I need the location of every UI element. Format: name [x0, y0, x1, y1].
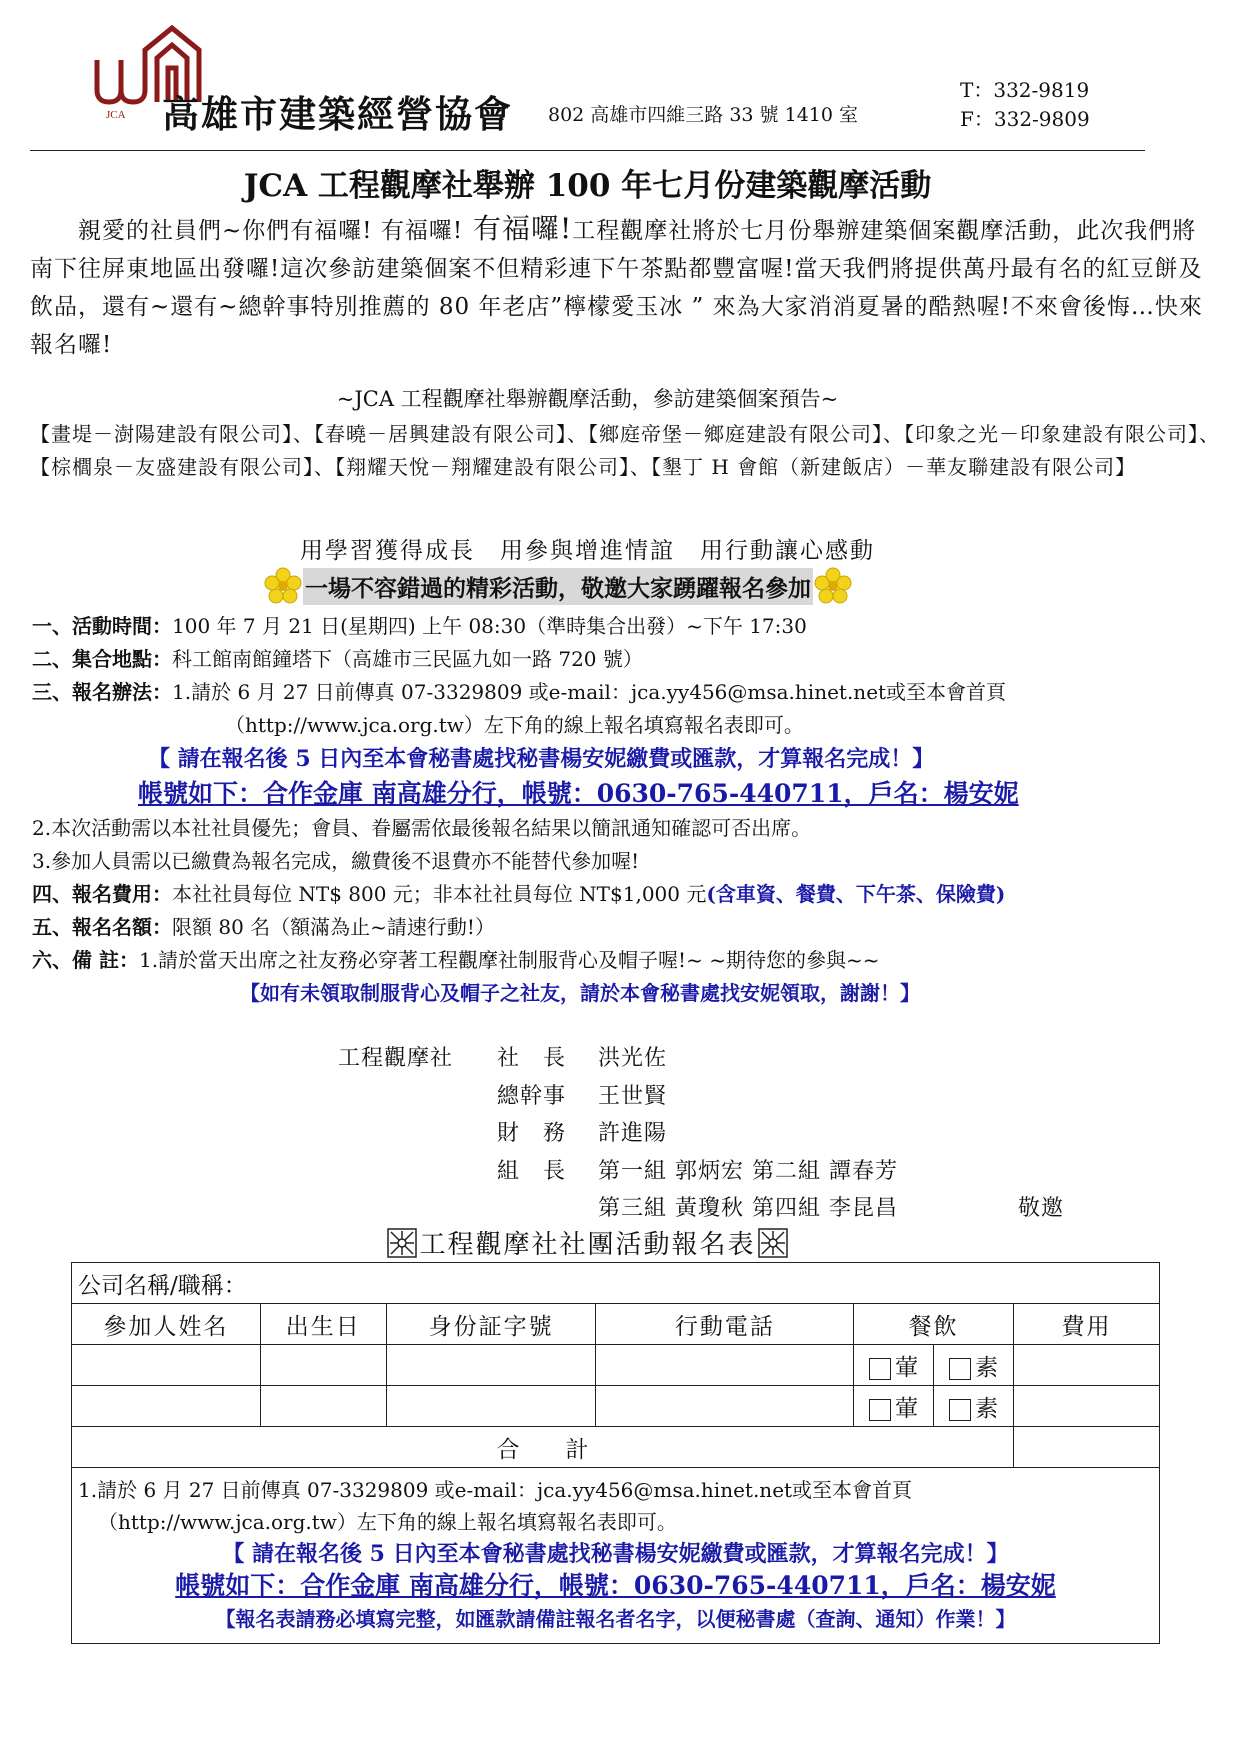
id-number-cell[interactable] [386, 1386, 596, 1427]
project-list: 【畫堤－澍陽建設有限公司】、【春曉－居興建設有限公司】、【鄉庭帝堡－鄉庭建設有限公司】、【印象之光－印象建設有限公司】、【棕櫚泉－友盛建設有限公司】、【翔耀天悅－翔耀建設有限公司】、【墾丁 H 會館（新建飯店）－華友聯建設有限公司】 [30, 422, 1220, 479]
mobile-cell[interactable] [596, 1386, 854, 1427]
intro-part1: 親愛的社員們~你們有福囉! 有福囉! [78, 218, 464, 244]
signatory-title-2: 總幹事 [497, 1084, 567, 1109]
meal-veg-option[interactable] [934, 1386, 1014, 1427]
ornament-icon [758, 1228, 788, 1258]
meat-label: 葷 [895, 1354, 919, 1381]
birthdate-cell[interactable] [260, 1386, 386, 1427]
table-row [72, 1386, 1160, 1427]
org-contact [960, 76, 1090, 134]
ornament-icon [387, 1228, 417, 1258]
form-payment-notice: 【 請在報名後 5 日內至本會秘書處找秘書楊安妮繳費或匯款，才算報名完成！】 [222, 1541, 1009, 1567]
registration-quota-label: 五、報名名額： [32, 915, 172, 939]
form-bank-account: 帳號如下：合作金庫 南高雄分行，帳號：0630-765-440711，戶名：楊安妮 [175, 1571, 1056, 1600]
signatory-name-3: 許進陽 [598, 1121, 668, 1146]
registration-fee [32, 878, 1005, 907]
meeting-place-label: 二、集合地點： [32, 647, 172, 671]
bank-account: 帳號如下：合作金庫 南高雄分行，帳號：0630-765-440711，戶名：楊安妮 [138, 779, 1019, 808]
form-title-text: 工程觀摩社社團活動報名表 [419, 1230, 756, 1260]
veg-label: 素 [975, 1354, 999, 1381]
name-cell[interactable] [72, 1345, 261, 1386]
remarks [32, 944, 879, 973]
fee-cell[interactable] [1014, 1345, 1160, 1386]
motto: 用學習獲得成長 用參與增進情誼 用行動讓心感動 [300, 538, 875, 564]
signatory-group: 工程觀摩社 [338, 1046, 454, 1071]
registration-method-1b: （http://www.jca.org.tw）左下角的線上報名填寫報名表即可。 [225, 713, 804, 737]
birthdate-cell[interactable] [260, 1345, 386, 1386]
flower-icon [813, 566, 853, 606]
veg-checkbox[interactable] [949, 1358, 971, 1380]
org-address: 802 高雄市四維三路 33 號 1410 室 [548, 104, 858, 126]
id-number-cell[interactable] [386, 1345, 596, 1386]
company-label: 公司名稱/職稱： [78, 1272, 247, 1299]
signatory-title-4: 組 長 [497, 1159, 567, 1184]
header-name: 參加人姓名 [72, 1304, 261, 1345]
closing-remark: 敬邀 [1018, 1196, 1065, 1221]
registration-quota-value: 限額 80 名（額滿為止~請速行動!） [172, 915, 495, 939]
form-completion-notice: 【報名表請務必填寫完整，如匯款請備註報名者名字，以便秘書處（查詢、通知）作業！】 [215, 1607, 1016, 1631]
uniform-notice: 【如有未領取制服背心及帽子之社友，請於本會秘書處找安妮領取，謝謝！】 [240, 981, 920, 1005]
fee-cell[interactable] [1014, 1386, 1160, 1427]
header-meal: 餐飲 [854, 1304, 1014, 1345]
org-fax: F：332-9809 [960, 107, 1090, 131]
flower-icon [263, 566, 303, 606]
org-name: 高雄市建築經營協會 [162, 92, 513, 136]
table-header-row [72, 1304, 1160, 1345]
registration-fee-label: 四、報名費用： [32, 882, 172, 906]
registration-form-table [71, 1262, 1160, 1644]
mobile-cell[interactable] [596, 1345, 854, 1386]
signatory-names-5: 第三組 黃瓊秋 第四組 李昆昌 [598, 1196, 898, 1221]
meal-meat-option[interactable] [854, 1386, 934, 1427]
meat-label: 葷 [895, 1395, 919, 1422]
form-notes [72, 1468, 1160, 1644]
signatory-name-2: 王世賢 [598, 1084, 668, 1109]
form-title [30, 1224, 1145, 1261]
name-cell[interactable] [72, 1386, 261, 1427]
signatory-names-4: 第一組 郭炳宏 第二組 譚春芳 [598, 1159, 898, 1184]
payment-notice: 【 請在報名後 5 日內至本會秘書處找秘書楊安妮繳費或匯款，才算報名完成！】 [148, 746, 935, 772]
intro-part2: 工程觀摩社將於七月份舉辦建築個案觀摩活動，此次我們將南下往屏東地區出發囉!這次參訪建築個案不但精彩連下午茶點都豐富喔!當天我們將提供萬丹最有名的紅豆餅及飲品，還有~還有~總幹事特別推薦的 80 年老店”檸檬愛玉冰 ” 來為大家消消夏暑的酷熱喔!不來會後悔…快來報名囉! [30, 218, 1203, 358]
event-time [32, 610, 807, 639]
meal-meat-option[interactable] [854, 1345, 934, 1386]
intro-emphasis: 有福囉! [463, 212, 573, 245]
header-mobile: 行動電話 [596, 1304, 854, 1345]
remarks-label: 六、備 註： [32, 948, 139, 972]
registration-method-3: 3.參加人員需以已繳費為報名完成，繳費後不退費亦不能替代參加喔! [32, 849, 640, 873]
event-time-label: 一、活動時間： [32, 614, 172, 638]
signatory-name-1: 洪光佐 [598, 1046, 668, 1071]
meat-checkbox[interactable] [869, 1399, 891, 1421]
registration-fee-value: 本社社員每位 NT$ 800 元；非本社社員每位 NT$1,000 元 [172, 882, 707, 906]
table-row [72, 1345, 1160, 1386]
signatory-title-1: 社 長 [497, 1046, 567, 1071]
preview-title: ~JCA 工程觀摩社舉辦觀摩活動，參訪建築個案預告~ [336, 387, 839, 411]
meeting-place-value: 科工館南館鐘塔下（高雄市三民區九如一路 720 號） [172, 647, 643, 671]
veg-checkbox[interactable] [949, 1399, 971, 1421]
header-divider [30, 150, 1145, 151]
registration-method-1a: 1.請於 6 月 27 日前傳真 07-3329809 或e-mail：jca.yy456@msa.hinet.net或至本會首頁 [172, 680, 1007, 704]
meal-veg-option[interactable] [934, 1345, 1014, 1386]
total-label: 合 計 [72, 1427, 1014, 1468]
header-birthdate: 出生日 [260, 1304, 386, 1345]
registration-method-label: 三、報名辦法： [32, 680, 172, 704]
org-phone: T：332-9819 [960, 78, 1090, 102]
registration-method [32, 676, 1006, 705]
header-fee: 費用 [1014, 1304, 1160, 1345]
intro-paragraph [30, 210, 1220, 364]
event-time-value: 100 年 7 月 21 日(星期四) 上午 08:30（準時集合出發）~下午 17:30 [172, 614, 807, 638]
meat-checkbox[interactable] [869, 1358, 891, 1380]
fee-includes: (含車資、餐費、下午茶、保險費) [706, 882, 1006, 906]
invitation-banner [263, 566, 853, 606]
banner-text: 一場不容錯過的精彩活動，敬邀大家踴躍報名參加 [303, 568, 813, 605]
remarks-value: 1.請於當天出席之社友務必穿著工程觀摩社制服背心及帽子喔!~ ~期待您的參與~~ [138, 948, 880, 972]
form-note-1: 1.請於 6 月 27 日前傳真 07-3329809 或e-mail：jca.yy456@msa.hinet.net或至本會首頁 [78, 1478, 913, 1502]
total-fee-cell[interactable] [1014, 1427, 1160, 1468]
header-id-number: 身份証字號 [386, 1304, 596, 1345]
company-field[interactable] [72, 1263, 1160, 1304]
registration-quota [32, 911, 495, 940]
form-note-2: （http://www.jca.org.tw）左下角的線上報名填寫報名表即可。 [98, 1510, 677, 1534]
form-account-wrap [78, 1570, 1153, 1603]
signatory-title-3: 財 務 [497, 1121, 567, 1146]
document-title: JCA 工程觀摩社舉辦 100 年七月份建築觀摩活動 [243, 168, 932, 204]
meeting-place [32, 643, 643, 672]
svg-text:JCA: JCA [106, 109, 126, 120]
registration-method-2: 2.本次活動需以本社社員優先；會員、眷屬需依最後報名結果以簡訊通知確認可否出席。 [32, 816, 812, 840]
total-row [72, 1427, 1160, 1468]
veg-label: 素 [975, 1395, 999, 1422]
